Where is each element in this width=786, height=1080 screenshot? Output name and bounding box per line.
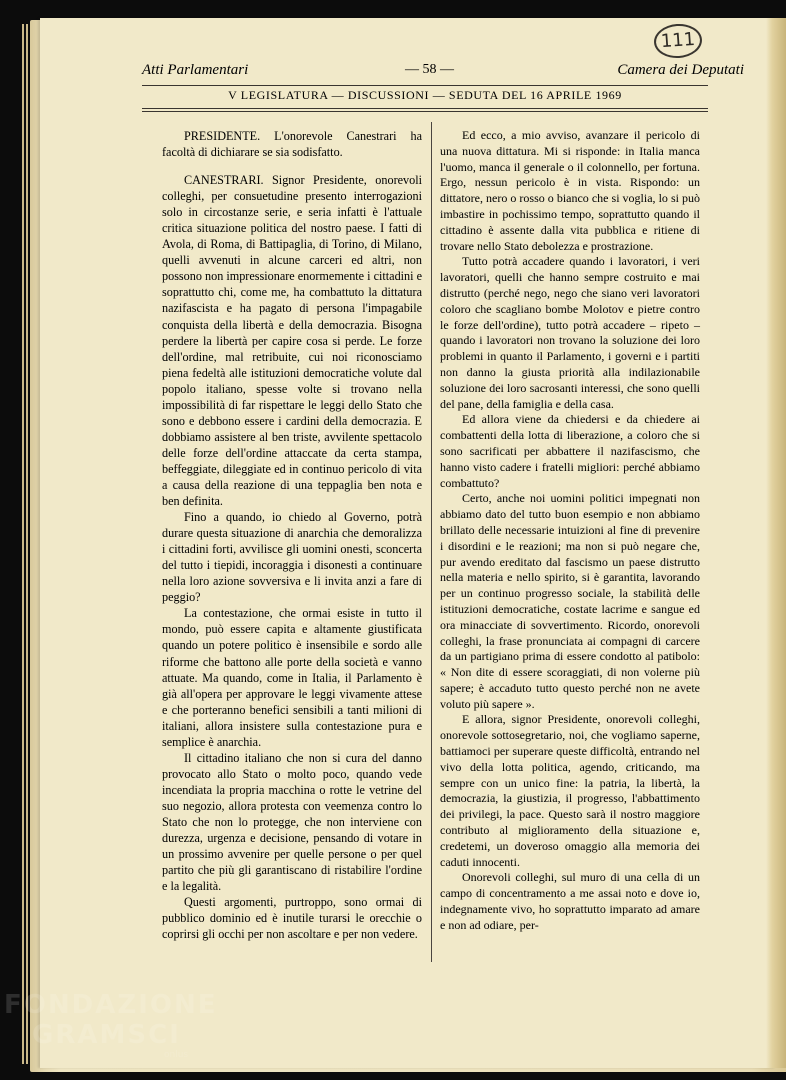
page-number: — 58 — <box>405 62 454 77</box>
watermark-sub: onlus <box>164 1050 189 1060</box>
right-column <box>440 128 700 934</box>
session-header: V LEGISLATURA — DISCUSSIONI — SEDUTA DEL 16 APRILE 1969 <box>228 88 622 102</box>
paragraph: Ed ecco, a mio avviso, avanzare il pericolo di una nuova dittatura. Mi si risponde: in Italia manca l'uomo, manca il generale o il colonnello, per fortuna. Ergo, nessun pericolo è in vista. Rispondo: un dittatore, nero o rosso o bianco che si voglia, lo si può imbastire in pochissimo tempo, soprattutto quando il cittadino è assente dalla vita pubblica e ritiene di trovare nello Stato debolezza e prostrazione. <box>440 128 700 253</box>
paragraph: Tutto potrà accadere quando i lavoratori, i veri lavoratori, quelli che hanno sempre costruito e mai distrutto (perché nego, nego che siano veri lavoratori coloro che scagliano bombe Molotov e pietre contro le forze dell'ordine), tutto potrà accadere – ripeto – quando i lavoratori non trovano la soluzione dei loro problemi in quanto il Parlamento, i governi e i partiti non danno la giusta priorità alla indilazionabile soluzione dei loro sacrosanti interessi, che sono quelli del pane, della famiglia e della casa. <box>440 254 700 411</box>
archive-stamp: 111 <box>653 22 703 59</box>
page-stack-edge <box>22 24 24 1064</box>
watermark-line2: GRAMSCI <box>32 1020 181 1050</box>
header-rule <box>142 85 708 86</box>
paragraph: CANESTRARI. Signor Presidente, onorevoli colleghi, per consuetudine presento interrogazioni solo in circostanze serie, e seria infatti è l'attuale critica situazione politica del nostro paese. I fatti di Avola, di Roma, di Battipaglia, di Torino, di Milano, quelli avvenuti in alcune carceri ed altri, non possono non impressionare enormemente i cittadini e soprattutto chi, come me, ha combattuto la dittatura nazifascista e ha pagato di persona l'impagabile conquista della libertà e della democrazia. Bisogna perdere la libertà per capire cosa si perde. Le forze dell'ordine, mal retribuite, cui noi riconosciamo piena fedeltà alle istituzioni democratiche volute dal popolo italiano, spesse volte si trovano nella impossibilità di far rispettare le leggi dello Stato che sono e debbono essere i cardini della democrazia. E dobbiamo assistere al ben triste, avvilente spettacolo delle forze dell'ordine attaccate da certa stampa, beffeggiate, dileggiate ed in continuo pericolo di vita a causa della reazione di una teppaglia ben nota e ben definita. <box>162 173 422 509</box>
paragraph: Il cittadino italiano che non si cura del danno provocato allo Stato o molto poco, quando vede incendiata la propria macchina o rotte le vetrine del suo negozio, allora protesta con veemenza contro lo Stato che non lo protegge, che non interviene con durezza, urgenza e decisione, pensando di votare in un prossimo avvenire per quelle persone o per quel partito che più gli garantiscano di ristabilire l'ordine e la legalità. <box>162 750 422 894</box>
paragraph: PRESIDENTE. L'onorevole Canestrari ha facoltà di dichiarare se sia sodisfatto. <box>162 129 422 160</box>
page-stack-edge <box>26 24 28 1064</box>
column-divider <box>431 122 432 962</box>
subheader-rule-bottom <box>142 111 708 112</box>
paragraph: Questi argomenti, purtroppo, sono ormai di pubblico dominio ed è inutile turarsi le orecchie o coprirsi gli occhi per non ascoltare e per non vedere. <box>162 895 422 942</box>
watermark-line1: FONDAZIONE <box>4 990 218 1020</box>
watermark-logo <box>4 990 217 1050</box>
header-right: Camera dei Deputati <box>617 62 744 78</box>
paragraph: Certo, anche noi uomini politici impegnati non abbiamo dato del tutto buon esempio e non abbiamo brillato delle necessarie intuizioni al fine di prevenire i disordini e le reazioni; ma non si può negare che, pur avendo ereditato dal fascismo un paese distrutto nella materia e nello spirito, si è garantita, lavorando per un continuo progresso sociale, la stabilità delle istituzioni democratiche, costate lacrime e sangue ed ora minacciate di sovvertimento. Ricordo, onorevoli colleghi, la frase pronunciata ai compagni di carcere da un partigiano prima di essere condotto al patibolo: « Non dite di essere scoraggiati, di non volerne più sapere; è accaduto tutto questo perché non ne avete voluto più sapere ». <box>440 491 700 711</box>
paragraph: E allora, signor Presidente, onorevoli colleghi, onorevole sottosegretario, noi, che vogliamo saperne, battiamoci per superare queste difficoltà, entrando nel vivo della lotta politica, agendo, criticando, ma sempre con un unico fine: la patria, la libertà, la democrazia, la giustizia, il progresso, l'abbattimento dei privilegi, la pace. Questo sarà il nostro maggiore contributo al miglioramento della situazione e, credetemi, un doveroso omaggio alla memoria dei caduti innocenti. <box>440 712 700 869</box>
paragraph: Onorevoli colleghi, sul muro di una cella di un campo di concentramento a me assai noto e dove io, indegnamente vivo, ho soprattutto imparato ad amare e non ad odiare, per- <box>440 870 700 932</box>
subheader-rule-top <box>142 108 708 109</box>
page-curl <box>766 18 786 1068</box>
paragraph: Ed allora viene da chiedersi e da chiedere ai combattenti della lotta di liberazione, a coloro che si sono sacrificati per abbattere il nazifascismo, che hanno visto cadere i fratelli migliori: perché abbiamo combattuto? <box>440 412 700 490</box>
left-column <box>162 128 422 942</box>
paragraph: La contestazione, che ormai esiste in tutto il mondo, può essere capita e altamente giustificata quando un potere politico è insensibile e sordo alle riforme che battono alle porte della società e vanno attuate. Ma quando, come in Italia, il Parlamento è già all'opera per approvare le leggi vivamente attese e che porteranno benefici sensibili a tanti milioni di italiani, allora insistere sulla contestazione pura e semplice è anarchia. <box>162 606 422 749</box>
header-left: Atti Parlamentari <box>142 62 249 78</box>
paragraph: Fino a quando, io chiedo al Governo, potrà durare questa situazione di anarchia che demoralizza i cittadini forti, avvilisce gli uomini onesti, sconcerta del tutto i tiepidi, incoraggia i disonesti a continuare nella loro azione sovversiva e li invita anzi a fare di peggio? <box>162 510 422 605</box>
